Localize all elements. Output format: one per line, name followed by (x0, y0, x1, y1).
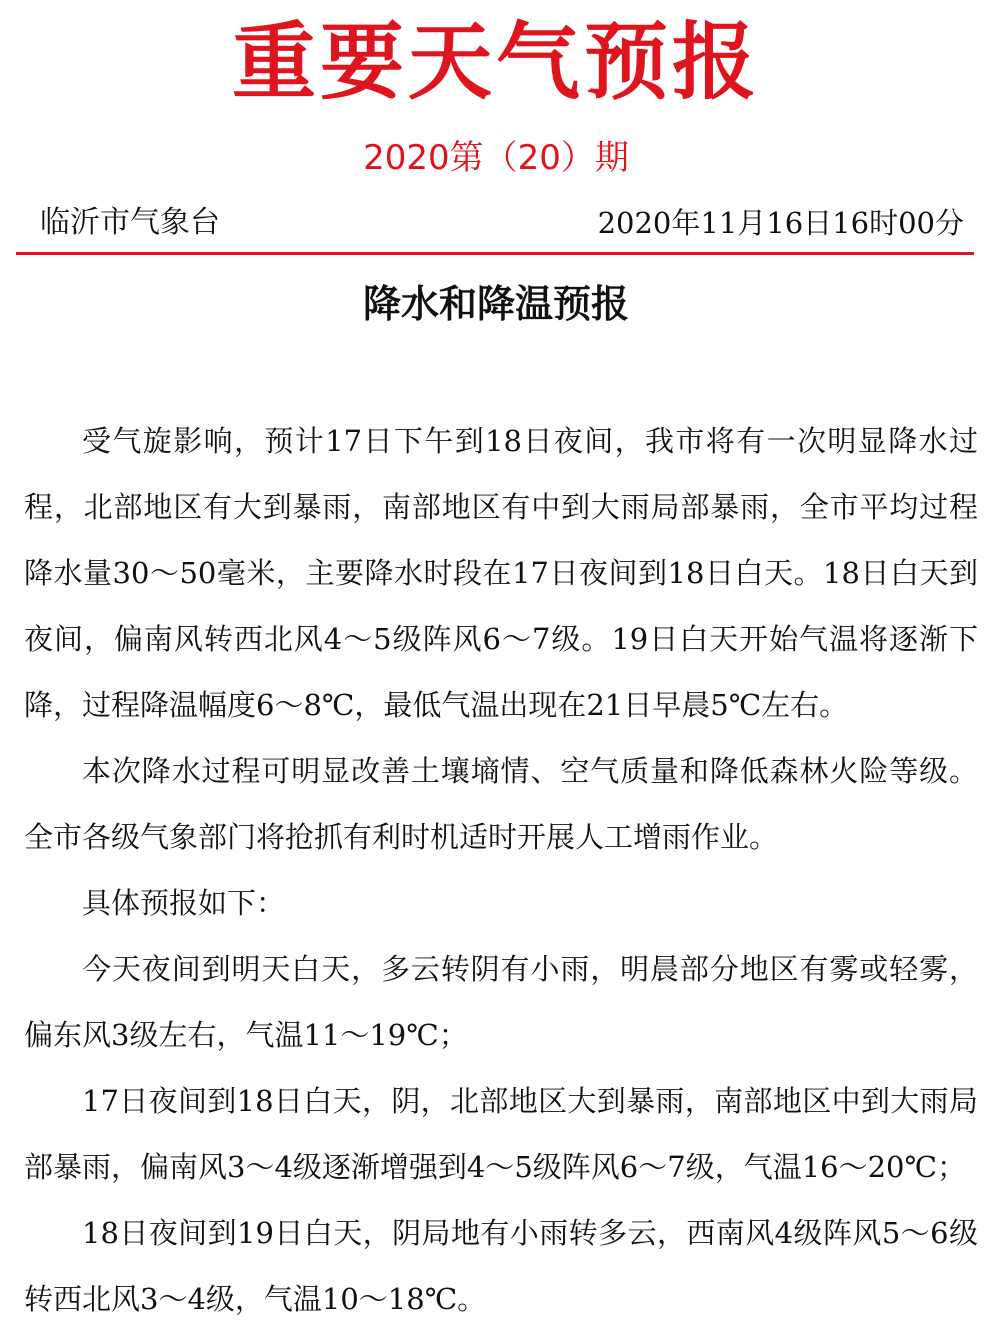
body-paragraph: 受气旋影响，预计17日下午到18日夜间，我市将有一次明显降水过程，北部地区有大到暴雨，南部地区有中到大雨局部暴雨，全市平均过程降水量30～50毫米，主要降水时段在17日夜间到18日白天。18日白天到夜间，偏南风转西北风4～5级阵风6～7级。19日白天开始气温将逐渐下降，过程降温幅度6～8℃，最低气温出现在21日早晨5℃左右。 (24, 424, 978, 722)
header-divider (16, 252, 974, 255)
body-paragraph: 17日夜间到18日白天，阴，北部地区大到暴雨，南部地区中到大雨局部暴雨，偏南风3～4级逐渐增强到4～5级阵风6～7级，气温16～20℃； (24, 1084, 978, 1184)
body-paragraph: 具体预报如下： (82, 886, 286, 920)
document-body (24, 408, 978, 1332)
issue-number: 2020第（20）期 (363, 138, 629, 178)
issue-datetime: 2020年11月16日16时00分 (597, 206, 964, 240)
body-paragraph: 本次降水过程可明显改善土壤墒情、空气质量和降低森林火险等级。全市各级气象部门将抢抓有利时机适时开展人工增雨作业。 (24, 754, 978, 854)
body-paragraph: 今天夜间到明天白天，多云转阴有小雨，明晨部分地区有雾或轻雾，偏东风3级左右，气温11～19℃； (24, 952, 978, 1052)
issuer-name: 临沂市气象台 (40, 205, 220, 240)
bulletin-title: 重要天气预报 (231, 13, 760, 111)
body-paragraph: 18日夜间到19日白天，阴局地有小雨转多云，西南风4级阵风5～6级转西北风3～4级，气温10～18℃。 (24, 1216, 978, 1316)
document-title: 降水和降温预报 (362, 282, 629, 326)
